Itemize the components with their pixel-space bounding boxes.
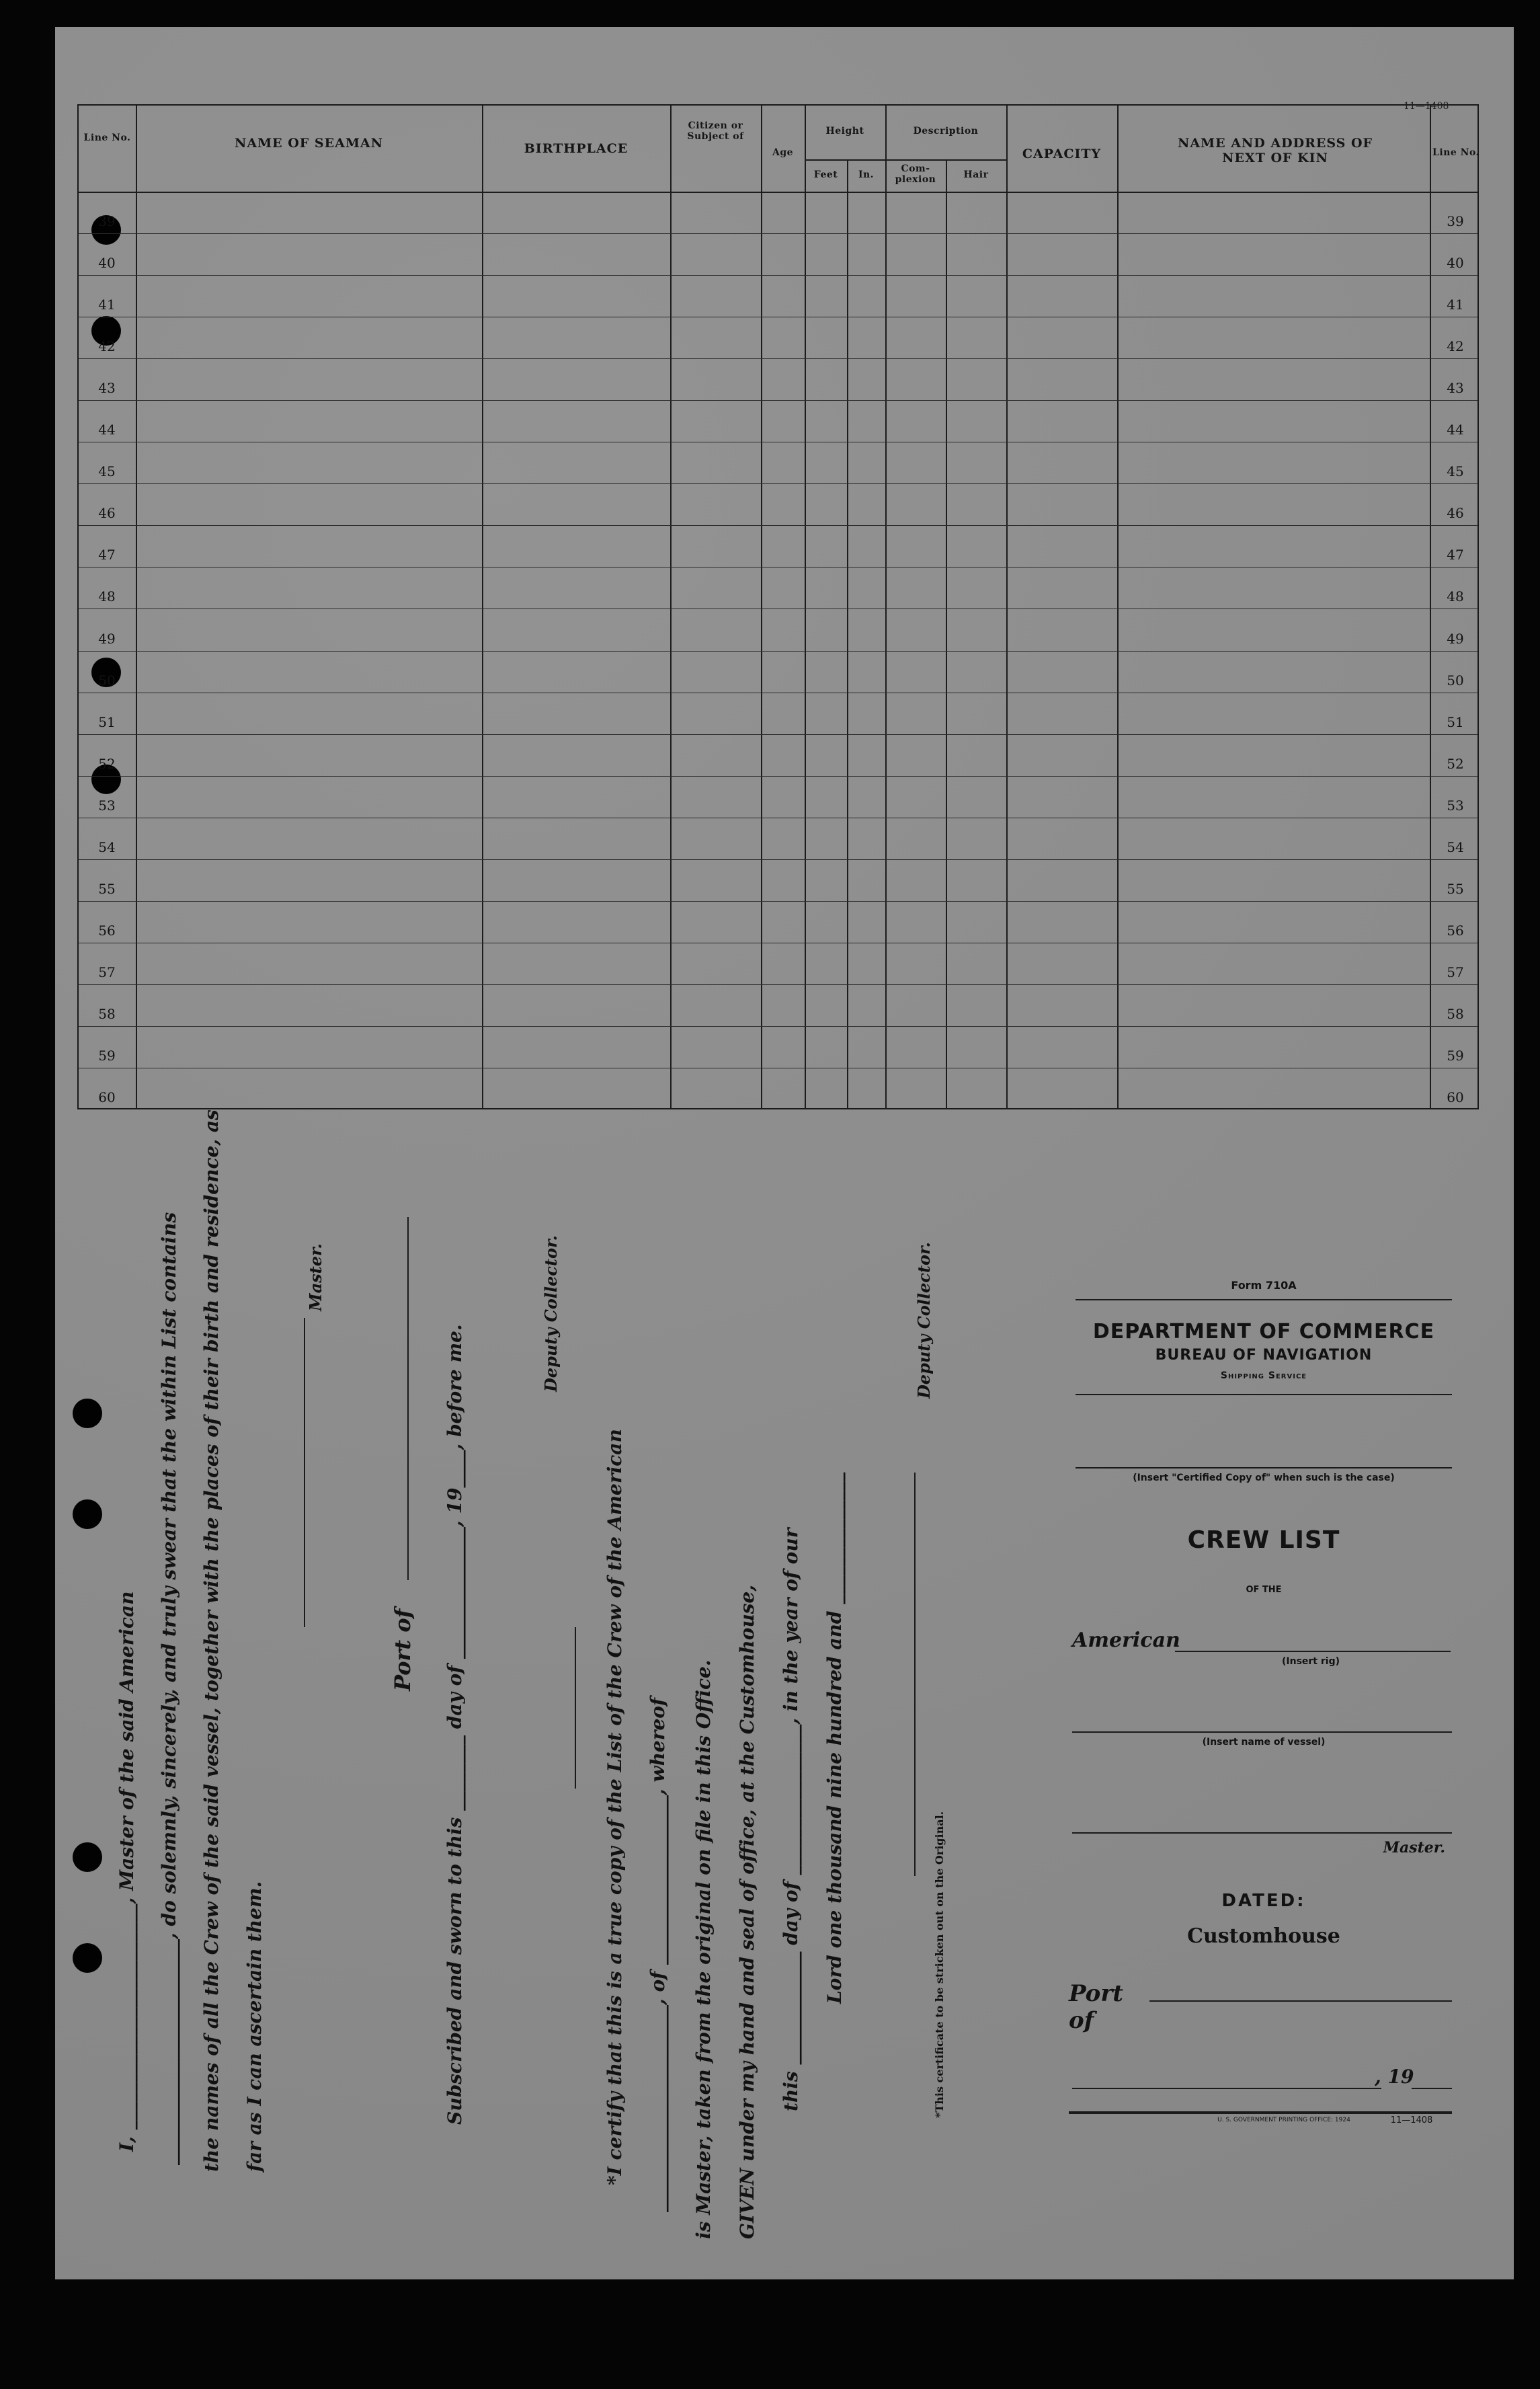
row-rule xyxy=(79,400,1477,401)
line-number-right: 45 xyxy=(1447,463,1464,480)
certificate-footnote: *This certificate to be stricken out on the Original. xyxy=(933,1811,946,2118)
line-number-left: 54 xyxy=(98,838,116,855)
line-number-left: 40 xyxy=(98,255,116,272)
line-number-right: 56 xyxy=(1447,922,1464,939)
shipping-service: Shipping Service xyxy=(1220,1370,1307,1381)
header-height: Height xyxy=(825,126,864,136)
row-rule xyxy=(79,1026,1477,1027)
line-number-right: 60 xyxy=(1447,1089,1464,1105)
col-divider xyxy=(847,159,848,1108)
line-number-left: 39 xyxy=(98,213,116,230)
line-number-left: 60 xyxy=(98,1089,116,1105)
deputy-collector-line-2 xyxy=(914,1473,916,1876)
row-rule xyxy=(79,776,1477,777)
line-number-left: 44 xyxy=(98,422,116,438)
line-number-left: 55 xyxy=(98,880,116,897)
line-number-left: 41 xyxy=(98,297,116,313)
department: DEPARTMENT OF COMMERCE xyxy=(1092,1320,1435,1343)
of-the: OF THE xyxy=(1246,1585,1282,1595)
row-rule xyxy=(79,901,1477,902)
port-of-panel: Port of xyxy=(1069,1980,1123,2034)
line-number-right: 41 xyxy=(1447,297,1464,313)
vessel-name-line xyxy=(1072,1731,1452,1733)
oath-line-3: the names of all the Crew of the said vessel, together with the places of their birth and residence, as xyxy=(200,1109,222,2172)
printer-imprint: U. S. GOVERNMENT PRINTING OFFICE: 1924 xyxy=(1217,2117,1350,2123)
line-number-left: 46 xyxy=(98,505,116,522)
header-name-of-seaman: NAME OF SEAMAN xyxy=(235,136,383,151)
master-name-line xyxy=(1072,1832,1452,1834)
port-of-label: Port of xyxy=(390,1608,415,1691)
oath-line-4: far as I can ascertain them. xyxy=(243,1881,266,2172)
given-under-hand: GIVEN under my hand and seal of office, at the Customhouse, xyxy=(736,1584,758,2239)
header-description: Description xyxy=(913,126,979,136)
row-rule xyxy=(79,275,1477,276)
header-hair: Hair xyxy=(963,169,989,180)
american-label: American xyxy=(1072,1629,1180,1652)
port-line xyxy=(1149,2000,1452,2002)
line-number-left: 57 xyxy=(98,964,116,980)
year-line xyxy=(1412,2088,1452,2089)
header-feet: Feet xyxy=(813,169,838,180)
line-number-left: 45 xyxy=(98,463,116,480)
line-number-right: 48 xyxy=(1447,588,1464,605)
subscribed-sworn: Subscribed and sworn to this ________ day of ______________, 19____, before me. xyxy=(444,1324,466,2125)
crew-list-title: CREW LIST xyxy=(1187,1526,1340,1554)
header-inches: In. xyxy=(858,169,875,180)
header-next-of-kin: NAME AND ADDRESS OF NEXT OF KIN xyxy=(1177,136,1373,165)
header-age: Age xyxy=(772,147,794,158)
oath-line-2: ________________________, do solemnly, sincerely, and truly swear that the within List contains xyxy=(158,1212,180,2165)
line-number-left: 50 xyxy=(98,672,116,689)
col-divider xyxy=(761,106,762,1108)
line-number-left: 43 xyxy=(98,380,116,397)
master-label-panel: Master. xyxy=(1383,1839,1445,1856)
line-number-right: 59 xyxy=(1447,1047,1464,1064)
line-number-right: 52 xyxy=(1447,755,1464,772)
header-line-no: Line No. xyxy=(83,132,131,143)
line-number-left: 47 xyxy=(98,547,116,563)
line-number-right: 49 xyxy=(1447,630,1464,647)
panel-rule xyxy=(1076,1394,1452,1395)
line-number-left: 58 xyxy=(98,1005,116,1022)
row-rule xyxy=(79,233,1477,234)
line-number-left: 42 xyxy=(98,338,116,355)
header-capacity: CAPACITY xyxy=(1022,147,1102,161)
certified-copy-line xyxy=(1076,1467,1452,1468)
line-number-left: 53 xyxy=(98,797,116,814)
line-number-right: 57 xyxy=(1447,964,1464,980)
line-number-right: 58 xyxy=(1447,1005,1464,1022)
punch-hole xyxy=(73,1842,102,1872)
header-line-no-right: Line No. xyxy=(1432,147,1480,158)
line-number-right: 43 xyxy=(1447,380,1464,397)
col-divider xyxy=(946,159,947,1108)
panel-bottom-rule xyxy=(1069,2111,1452,2114)
row-rule xyxy=(79,525,1477,526)
line-number-left: 49 xyxy=(98,630,116,647)
header-complexion: Com- plexion xyxy=(895,163,936,186)
line-number-right: 50 xyxy=(1447,672,1464,689)
line-number-right: 55 xyxy=(1447,880,1464,897)
punch-hole xyxy=(73,1499,102,1529)
line-number-right: 47 xyxy=(1447,547,1464,563)
header-birthplace: BIRTHPLACE xyxy=(524,141,629,156)
header-subrule xyxy=(805,159,1006,161)
punch-hole xyxy=(73,1943,102,1973)
row-rule xyxy=(79,734,1477,735)
line-number-left: 52 xyxy=(98,755,116,772)
deputy-collector-1: Deputy Collector. xyxy=(541,1235,561,1392)
deputy-collector-2: Deputy Collector. xyxy=(914,1242,934,1399)
rig-line xyxy=(1175,1651,1451,1652)
certify-line-3: is Master, taken from the original on file in this Office. xyxy=(692,1659,715,2239)
lord-year-line: Lord one thousand nine hundred and ______________ xyxy=(823,1472,846,2004)
deputy-collector-line-1 xyxy=(575,1627,576,1789)
line-number-right: 42 xyxy=(1447,338,1464,355)
line-number-right: 44 xyxy=(1447,422,1464,438)
col-divider xyxy=(136,106,137,1108)
oath-line-1: I, ________________________, Master of the said American xyxy=(116,1591,138,2152)
header-citizen: Citizen or Subject of xyxy=(687,120,744,143)
certify-line-2: ______________________, of __________________, whereof xyxy=(647,1697,669,2212)
bureau: BUREAU OF NAVIGATION xyxy=(1155,1347,1373,1364)
dated-label: DATED: xyxy=(1221,1891,1306,1911)
certify-line-1: *I certify that this is a true copy of the List of the Crew of the American xyxy=(604,1429,626,2185)
line-number-left: 56 xyxy=(98,922,116,939)
line-number-left: 59 xyxy=(98,1047,116,1064)
line-number-right: 51 xyxy=(1447,713,1464,730)
header-rule xyxy=(79,192,1477,193)
line-number-left: 48 xyxy=(98,588,116,605)
line-number-right: 39 xyxy=(1447,213,1464,230)
form-code-bottom: 11—1408 xyxy=(1390,2115,1433,2125)
punch-hole xyxy=(73,1399,102,1428)
insert-vessel-note: (Insert name of vessel) xyxy=(1202,1737,1326,1748)
year-prefix: , 19 xyxy=(1375,2066,1414,2088)
this-day-line: this ____________ day of ________________, in the year of our xyxy=(780,1528,802,2111)
insert-rig-note: (Insert rig) xyxy=(1282,1656,1340,1667)
col-divider xyxy=(805,106,806,1108)
insert-certified-note: (Insert "Certified Copy of" when such is the case) xyxy=(1133,1473,1395,1483)
col-divider xyxy=(1117,106,1119,1108)
date-line xyxy=(1072,2088,1381,2089)
customhouse-label: Customhouse xyxy=(1187,1924,1340,1948)
row-rule xyxy=(79,358,1477,359)
col-divider xyxy=(482,106,483,1108)
line-number-right: 53 xyxy=(1447,797,1464,814)
port-of-line xyxy=(407,1217,409,1580)
col-divider xyxy=(885,106,887,1108)
row-rule xyxy=(79,984,1477,985)
line-number-right: 46 xyxy=(1447,505,1464,522)
row-rule xyxy=(79,859,1477,860)
crew-table xyxy=(77,104,1479,1109)
line-number-right: 40 xyxy=(1447,255,1464,272)
form-number: Form 710A xyxy=(1231,1279,1297,1292)
col-divider xyxy=(1006,106,1008,1108)
master-label: Master. xyxy=(306,1243,325,1311)
master-signature-line xyxy=(304,1318,305,1627)
row-rule xyxy=(79,651,1477,652)
col-divider xyxy=(1430,106,1431,1108)
line-number-right: 54 xyxy=(1447,838,1464,855)
col-divider xyxy=(670,106,672,1108)
line-number-left: 51 xyxy=(98,713,116,730)
row-rule xyxy=(79,483,1477,484)
panel-top-rule xyxy=(1076,1299,1452,1300)
form-code-top: 11—1408 xyxy=(1404,101,1449,112)
